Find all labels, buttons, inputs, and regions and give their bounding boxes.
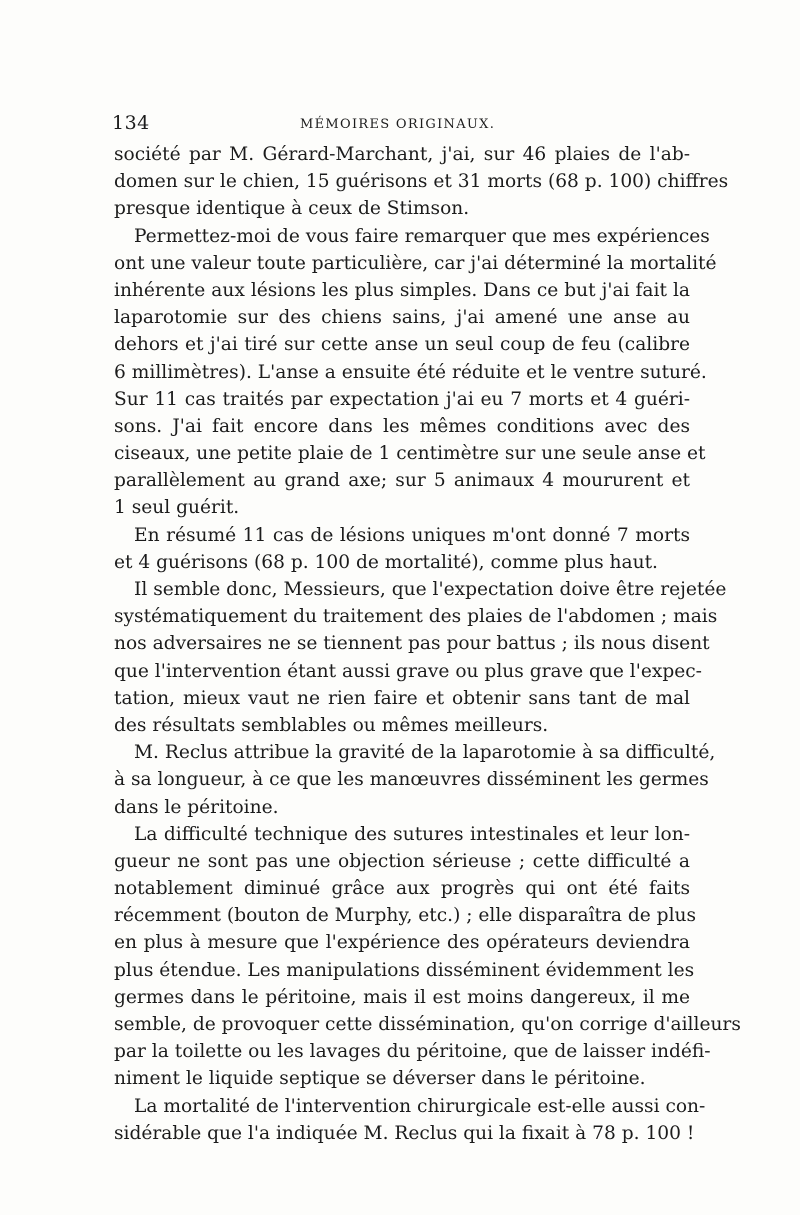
text-line: Il semble donc, Messieurs, que l'expectation doive être rejetée [134,579,727,600]
text-line: des résultats semblables ou mêmes meilleurs. [114,714,549,736]
text-line: gueur ne sont pas une objection sérieuse ; cette difficulté a [114,850,690,872]
text-line: La mortalité de l'intervention chirurgicale est-elle aussi con- [134,1095,706,1117]
text-line: société par M. Gérard-Marchant, j'ai, sur 46 plaies de l'ab- [114,144,690,165]
text-line: dehors et j'ai tiré sur cette anse un seul coup de feu (calibre [114,334,690,356]
text-line: dans le péritoine. [114,796,279,818]
text-line: semble, de provoquer cette dissémination, qu'on corrige d'ailleurs [114,1014,741,1035]
text-line: ont une valeur toute particulière, car j'ai déterminé la mortalité [114,252,717,274]
text-line: par la toilette ou les lavages du péritoine, que de laisser indéfi- [114,1041,711,1063]
page-header [112,112,690,140]
running-title: MÉMOIRES ORIGINAUX. [300,117,496,132]
text-line: systématiquement du traitement des plaies de l'abdomen ; mais [114,606,718,628]
text-line: notablement diminué grâce aux progrès qui ont été faits [114,878,690,900]
text-line: et 4 guérisons (68 p. 100 de mortalité), comme plus haut. [114,551,658,573]
text-line: récemment (bouton de Murphy, etc.) ; elle disparaîtra de plus [114,905,697,927]
body-text [114,141,741,1147]
text-line: M. Reclus attribue la gravité de la laparotomie à sa difficulté, [134,742,716,764]
text-line: sidérable que l'a indiquée M. Reclus qui la fixait à 78 p. 100 ! [114,1122,695,1144]
text-line: inhérente aux lésions les plus simples. Dans ce but j'ai fait la [114,279,690,301]
text-line: presque identique à ceux de Stimson. [114,198,470,220]
page-number: 134 [112,112,150,134]
text-line: que l'intervention étant aussi grave ou plus grave que l'expec- [114,660,702,682]
text-line: tation, mieux vaut ne rien faire et obtenir sans tant de mal [114,687,690,709]
text-line: La difficulté technique des sutures intestinales et leur lon- [134,823,690,845]
text-line: sons. J'ai fait encore dans les mêmes conditions avec des [114,415,690,437]
text-line: niment le liquide septique se déverser dans le péritoine. [114,1068,646,1090]
text-line: domen sur le chien, 15 guérisons et 31 morts (68 p. 100) chiffres [114,171,729,193]
text-line: plus étendue. Les manipulations disséminent évidemment les [114,959,695,981]
text-line: à sa longueur, à ce que les manœuvres disséminent les germes [114,769,709,791]
text-line: laparotomie sur des chiens sains, j'ai amené une anse au [114,307,690,329]
text-line: 6 millimètres). L'anse a ensuite été réduite et le ventre suturé. [114,361,707,383]
text-line: parallèlement au grand axe; sur 5 animaux 4 moururent et [114,470,690,492]
text-line: Permettez-moi de vous faire remarquer que mes expériences [134,225,710,247]
text-line: germes dans le péritoine, mais il est moins dangereux, il me [114,986,690,1008]
text-line: nos adversaires ne se tiennent pas pour battus ; ils nous disent [114,633,710,655]
text-line: 1 seul guérit. [114,497,240,519]
text-line: en plus à mesure que l'expérience des opérateurs deviendra [114,932,690,954]
text-line: Sur 11 cas traités par expectation j'ai eu 7 morts et 4 guéri- [114,388,690,410]
text-line: En résumé 11 cas de lésions uniques m'ont donné 7 morts [134,524,690,546]
text-line: ciseaux, une petite plaie de 1 centimètre sur une seule anse et [114,443,706,465]
